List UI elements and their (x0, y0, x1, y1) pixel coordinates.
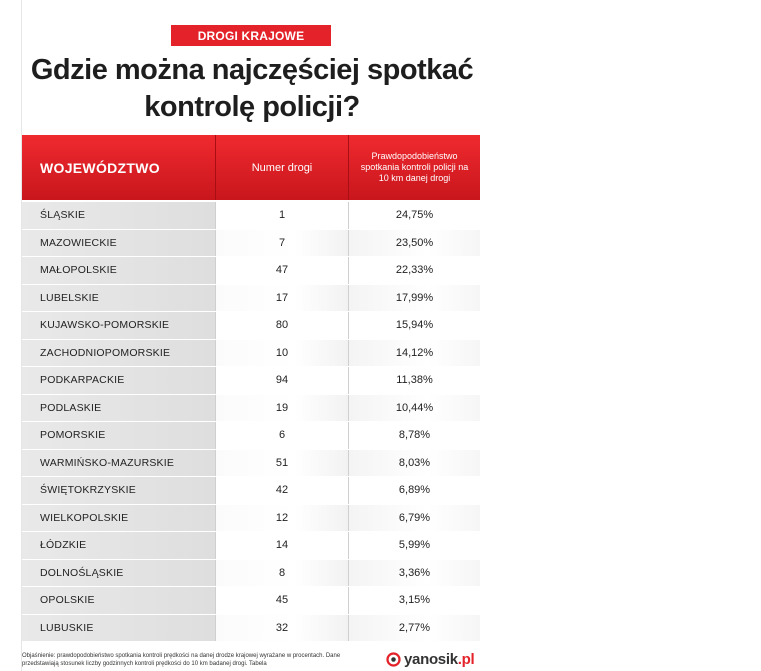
column-header-probability: Prawdopodobieństwo spotkania kontroli policji na 10 km danej drogi (348, 135, 480, 200)
cell-region: DOLNOŚLĄSKIE (22, 560, 215, 587)
cell-region: PODLASKIE (22, 395, 215, 422)
brand-name-tld: .pl (457, 650, 475, 668)
table-row (22, 587, 480, 615)
police-checks-table (22, 135, 480, 642)
cell-road-number: 8 (215, 560, 348, 587)
cell-road-number: 32 (215, 615, 348, 642)
cell-region: ZACHODNIOPOMORSKIE (22, 340, 215, 367)
cell-region: MAZOWIECKIE (22, 230, 215, 257)
cell-region: POMORSKIE (22, 422, 215, 449)
page-title (22, 52, 482, 126)
cell-probability: 2,77% (348, 615, 480, 642)
title-line-2: kontrolę policji? (144, 91, 360, 123)
cell-region: KUJAWSKO-POMORSKIE (22, 312, 215, 339)
brand-name-main: yanosik (404, 650, 458, 668)
cell-probability: 17,99% (348, 285, 480, 312)
column-header-region: WOJEWÓDZTWO (22, 135, 215, 200)
table-row (22, 367, 480, 395)
table-row (22, 615, 480, 643)
table-row (22, 340, 480, 368)
cell-probability: 6,79% (348, 505, 480, 532)
cell-region: ŚLĄSKIE (22, 202, 215, 229)
cell-probability: 24,75% (348, 202, 480, 229)
cell-region: LUBELSKIE (22, 285, 215, 312)
table-row (22, 450, 480, 478)
table-row (22, 312, 480, 340)
yanosik-logo-icon (386, 652, 401, 667)
category-badge: DROGI KRAJOWE (171, 25, 331, 46)
table-row (22, 422, 480, 450)
cell-road-number: 12 (215, 505, 348, 532)
cell-road-number: 80 (215, 312, 348, 339)
cell-road-number: 51 (215, 450, 348, 477)
brand-logo (386, 650, 474, 668)
cell-road-number: 45 (215, 587, 348, 614)
table-row (22, 202, 480, 230)
cell-road-number: 1 (215, 202, 348, 229)
cell-road-number: 6 (215, 422, 348, 449)
table-row (22, 477, 480, 505)
cell-probability: 15,94% (348, 312, 480, 339)
table-row (22, 257, 480, 285)
cell-road-number: 94 (215, 367, 348, 394)
cell-probability: 3,15% (348, 587, 480, 614)
cell-road-number: 47 (215, 257, 348, 284)
cell-probability: 11,38% (348, 367, 480, 394)
cell-probability: 23,50% (348, 230, 480, 257)
cell-road-number: 7 (215, 230, 348, 257)
brand-name (404, 651, 474, 668)
cell-region: PODKARPACKIE (22, 367, 215, 394)
cell-region: WARMIŃSKO-MAZURSKIE (22, 450, 215, 477)
cell-region: LUBUSKIE (22, 615, 215, 642)
cell-probability: 14,12% (348, 340, 480, 367)
cell-region: OPOLSKIE (22, 587, 215, 614)
cell-region: ŁÓDZKIE (22, 532, 215, 559)
title-line-1: Gdzie można najczęściej spotkać (30, 54, 474, 86)
cell-probability: 3,36% (348, 560, 480, 587)
table-row (22, 560, 480, 588)
cell-probability: 8,78% (348, 422, 480, 449)
cell-region: WIELKOPOLSKIE (22, 505, 215, 532)
table-body (22, 202, 480, 642)
cell-probability: 10,44% (348, 395, 480, 422)
cell-road-number: 14 (215, 532, 348, 559)
table-header (22, 135, 480, 200)
table-row (22, 505, 480, 533)
table-row (22, 532, 480, 560)
cell-road-number: 42 (215, 477, 348, 504)
column-header-road-number: Numer drogi (215, 135, 348, 200)
cell-road-number: 17 (215, 285, 348, 312)
cell-probability: 22,33% (348, 257, 480, 284)
table-row (22, 285, 480, 313)
table-row (22, 230, 480, 258)
cell-region: ŚWIĘTOKRZYSKIE (22, 477, 215, 504)
cell-probability: 5,99% (348, 532, 480, 559)
table-row (22, 395, 480, 423)
footnote: Objaśnienie: prawdopodobieństwo spotkania kontroli prędkości na danej drodze krajowej wyrażane w procentach. Dane przedstawiają stosunek liczby godzinnych kontroli prędkości do 10 km badanej drogi. Tabela (22, 653, 341, 667)
cell-probability: 8,03% (348, 450, 480, 477)
cell-road-number: 19 (215, 395, 348, 422)
cell-probability: 6,89% (348, 477, 480, 504)
cell-road-number: 10 (215, 340, 348, 367)
cell-region: MAŁOPOLSKIE (22, 257, 215, 284)
